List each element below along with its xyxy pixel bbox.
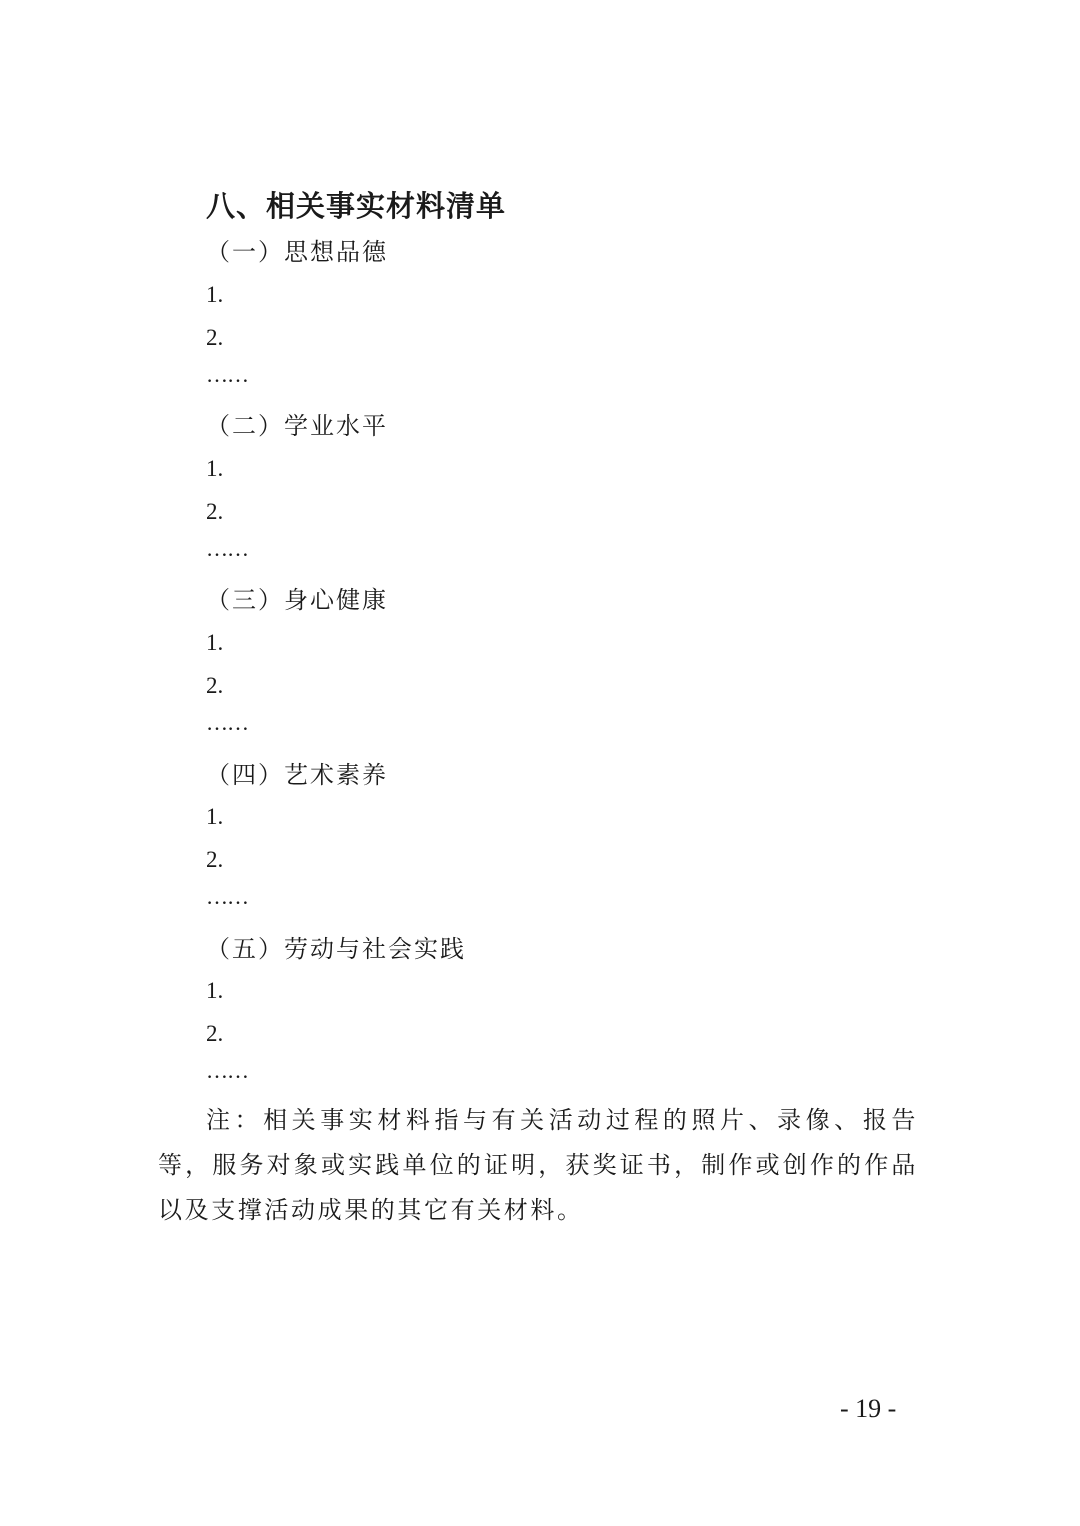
list-item-number: 1. bbox=[206, 456, 224, 481]
section-title-labor-practice: （五）劳动与社会实践 bbox=[206, 935, 466, 963]
note-paragraph: 注：相关事实材料指与有关活动过程的照片、录像、报告等，服务对象或实践单位的证明，获奖证书，制作或创作的作品以及支撑活动成果的其它有关材料。 bbox=[158, 1106, 918, 1224]
list-ellipsis: …… bbox=[206, 536, 248, 561]
list-ellipsis: …… bbox=[206, 884, 248, 909]
list-item-number: 1. bbox=[206, 978, 224, 1003]
section-title-health: （三）身心健康 bbox=[206, 586, 388, 614]
list-ellipsis: …… bbox=[206, 710, 248, 735]
section-title-academic: （二）学业水平 bbox=[206, 412, 388, 440]
list-item-number: 2. bbox=[206, 847, 224, 872]
page-heading: 八、相关事实材料清单 bbox=[206, 189, 507, 223]
page-number: - 19 - bbox=[840, 1394, 897, 1423]
list-ellipsis: …… bbox=[206, 362, 248, 387]
list-item-number: 2. bbox=[206, 325, 224, 350]
list-item-number: 2. bbox=[206, 1021, 224, 1046]
section-title-arts: （四）艺术素养 bbox=[206, 761, 388, 789]
list-item-number: 1. bbox=[206, 282, 224, 307]
list-ellipsis: …… bbox=[206, 1058, 248, 1083]
list-item-number: 2. bbox=[206, 499, 224, 524]
list-item-number: 1. bbox=[206, 804, 224, 829]
section-title-ideology: （一）思想品德 bbox=[206, 238, 388, 266]
list-item-number: 1. bbox=[206, 630, 224, 655]
list-item-number: 2. bbox=[206, 673, 224, 698]
